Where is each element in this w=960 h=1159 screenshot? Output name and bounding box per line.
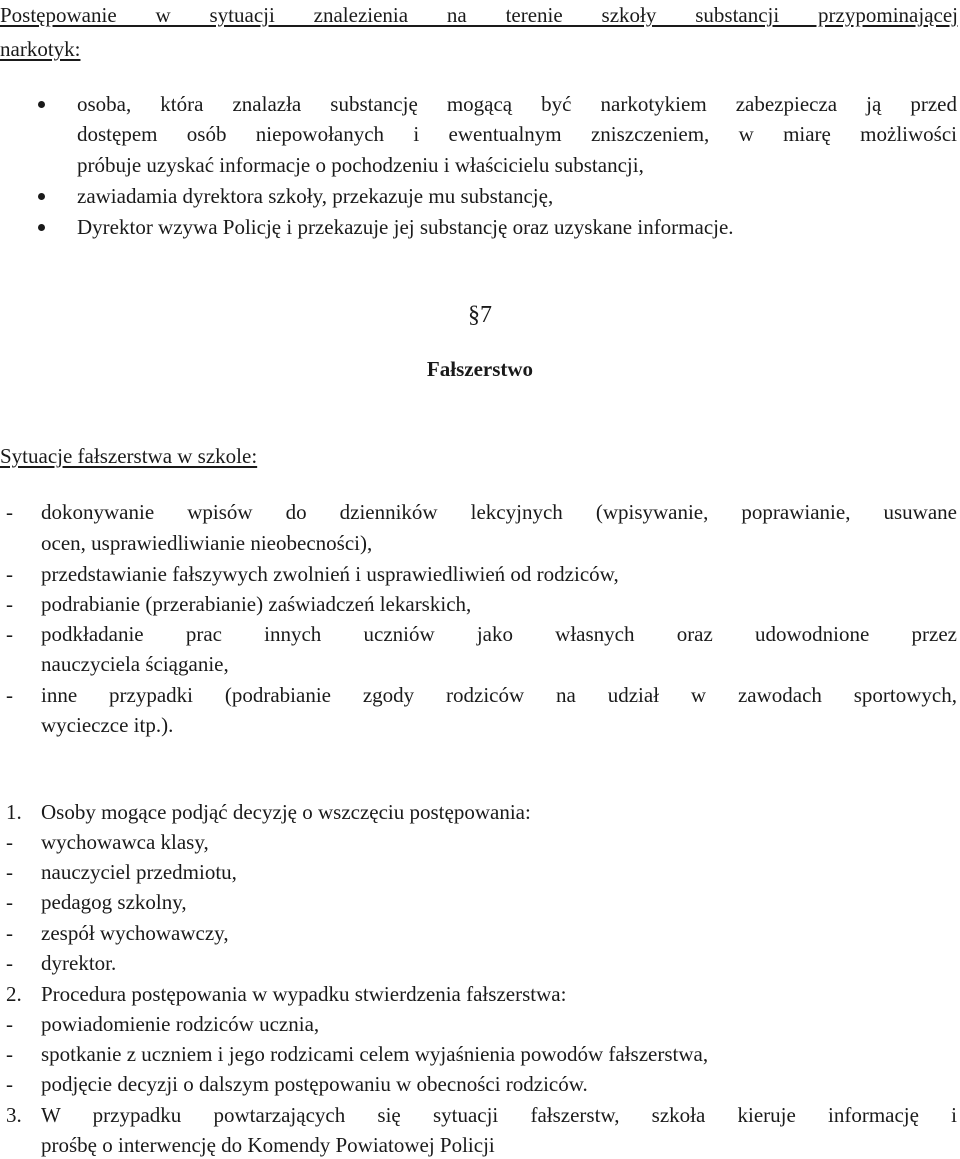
point-2-title: Procedura postępowania w wypadku stwierdzenia fałszerstwa: xyxy=(41,982,567,1006)
point-1-item: nauczyciel przedmiotu, xyxy=(41,860,237,884)
point-1-title: Osoby mogące podjąć decyzję o wszczęciu postępowania: xyxy=(41,800,531,824)
point-1-item: dyrektor. xyxy=(41,951,117,975)
forgery-item-4-line-2: nauczyciela ściąganie, xyxy=(41,652,229,676)
point-3-line-1: W przypadku powtarzających się sytuacji fałszerstw, szkoła kieruje informację i xyxy=(41,1103,957,1127)
dash-marker: - xyxy=(6,500,13,524)
point-2-number: 2. xyxy=(6,982,22,1006)
point-3-number: 3. xyxy=(6,1103,22,1127)
forgery-item-1-line-1: dokonywanie wpisów do dzienników lekcyjnych (wpisywanie, poprawianie, usuwane xyxy=(41,500,957,524)
drug-item-2: zawiadamia dyrektora szkoły, przekazuje mu substancję, xyxy=(77,184,554,208)
dash-marker: - xyxy=(6,562,13,586)
forgery-item-3: podrabianie (przerabianie) zaświadczeń lekarskich, xyxy=(41,592,472,616)
section-title: Fałszerstwo xyxy=(426,357,534,381)
drug-item-3: Dyrektor wzywa Policję i przekazuje jej substancję oraz uzyskane informacje. xyxy=(77,215,734,239)
point-2-item: spotkanie z uczniem i jego rodzicami celem wyjaśnienia powodów fałszerstwa, xyxy=(41,1042,709,1066)
bullet-icon xyxy=(38,224,45,231)
drugs-heading-line2: narkotyk: xyxy=(0,37,81,61)
point-1-number: 1. xyxy=(6,800,22,824)
dash-marker: - xyxy=(6,860,13,884)
bullet-icon xyxy=(38,193,45,200)
dash-marker: - xyxy=(6,1072,13,1096)
point-1-item: pedagog szkolny, xyxy=(41,890,187,914)
dash-marker: - xyxy=(6,1012,13,1036)
section-number: §7 xyxy=(468,302,492,328)
forgery-item-4-line-1: podkładanie prac innych uczniów jako własnych oraz udowodnione przez xyxy=(41,622,957,646)
drug-item-1-line-3: próbuje uzyskać informacje o pochodzeniu i właścicielu substancji, xyxy=(77,153,644,177)
point-2-item: powiadomienie rodziców ucznia, xyxy=(41,1012,320,1036)
forgery-item-5-line-2: wycieczce itp.). xyxy=(41,713,174,737)
dash-marker: - xyxy=(6,592,13,616)
point-3-line-2: prośbę o interwencję do Komendy Powiatowej Policji xyxy=(41,1133,495,1157)
point-1-item: zespół wychowawczy, xyxy=(41,921,229,945)
forgery-item-1-line-2: ocen, usprawiedliwianie nieobecności), xyxy=(41,531,373,555)
dash-marker: - xyxy=(6,890,13,914)
dash-marker: - xyxy=(6,921,13,945)
forgery-heading: Sytuacje fałszerstwa w szkole: xyxy=(0,444,258,468)
forgery-item-2: przedstawianie fałszywych zwolnień i usprawiedliwień od rodziców, xyxy=(41,562,619,586)
dash-marker: - xyxy=(6,951,13,975)
drug-item-1-line-1: osoba, która znalazła substancję mogącą być narkotykiem zabezpiecza ją przed xyxy=(77,92,957,116)
forgery-item-5-line-1: inne przypadki (podrabianie zgody rodziców na udział w zawodach sportowych, xyxy=(41,683,957,707)
dash-marker: - xyxy=(6,1042,13,1066)
dash-marker: - xyxy=(6,683,13,707)
drugs-heading-line1: Postępowanie w sytuacji znalezienia na terenie szkoły substancji przypominającej xyxy=(0,3,958,27)
bullet-icon xyxy=(38,101,45,108)
dash-marker: - xyxy=(6,622,13,646)
point-1-item: wychowawca klasy, xyxy=(41,830,209,854)
point-2-item: podjęcie decyzji o dalszym postępowaniu w obecności rodziców. xyxy=(41,1072,588,1096)
dash-marker: - xyxy=(6,830,13,854)
drug-item-1-line-2: dostępem osób niepowołanych i ewentualnym zniszczeniem, w miarę możliwości xyxy=(77,122,957,146)
